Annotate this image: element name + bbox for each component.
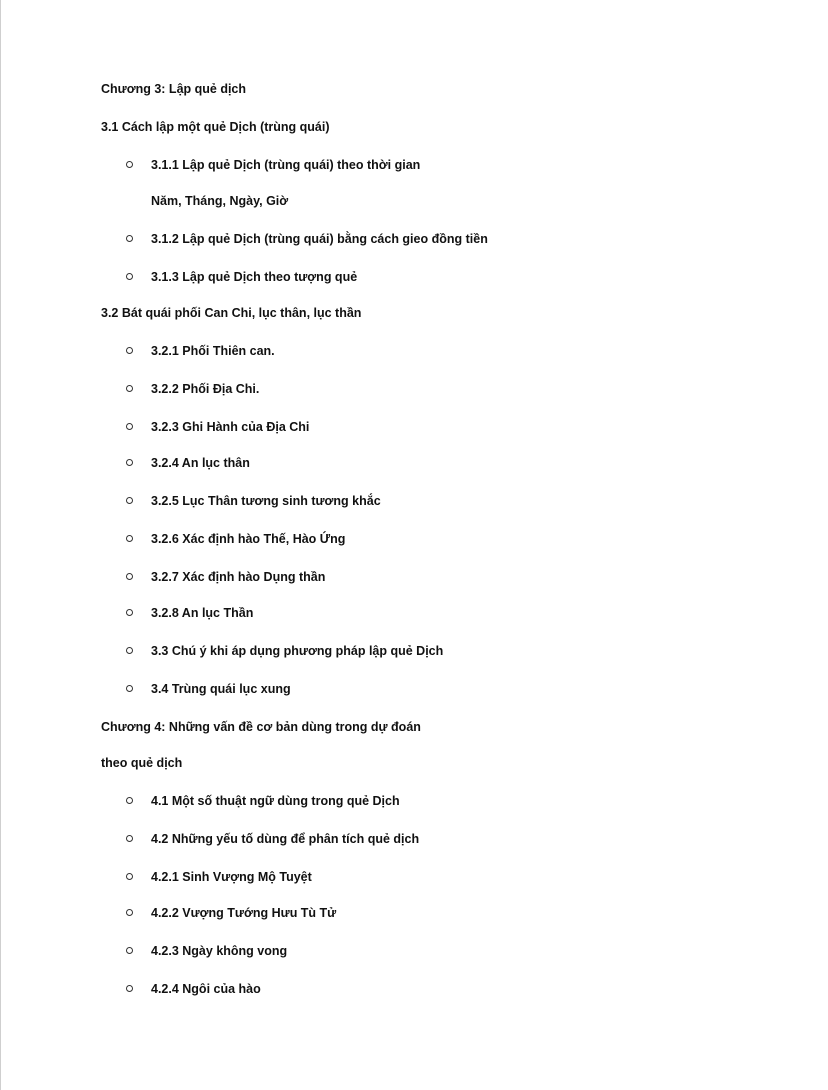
list-item-3-1-1-continuation: Năm, Tháng, Ngày, Giờ (151, 194, 289, 208)
bullet-icon (126, 835, 133, 842)
section-3-2-heading: 3.2 Bát quái phối Can Chi, lục thân, lục thần (101, 306, 362, 320)
bullet-icon (126, 385, 133, 392)
bullet-icon (126, 909, 133, 916)
list-item-3-2-4: 3.2.4 An lục thân (151, 456, 250, 470)
list-item-3-2-7: 3.2.7 Xác định hào Dụng thần (151, 570, 326, 584)
list-item-4-2-1: 4.2.1 Sinh Vượng Mộ Tuyệt (151, 870, 312, 884)
list-item-3-1-2: 3.1.2 Lập quẻ Dịch (trùng quái) bằng cách gieo đồng tiền (151, 232, 488, 246)
bullet-icon (126, 423, 133, 430)
list-item-3-2-3: 3.2.3 Ghi Hành của Địa Chi (151, 420, 310, 434)
page-left-border (0, 0, 1, 1090)
bullet-icon (126, 161, 133, 168)
chapter-4-heading-continuation: theo quẻ dịch (101, 756, 183, 770)
list-item-3-2-1: 3.2.1 Phối Thiên can. (151, 344, 275, 358)
list-item-3-4: 3.4 Trùng quái lục xung (151, 682, 291, 696)
list-item-3-1-1: 3.1.1 Lập quẻ Dịch (trùng quái) theo thời gian (151, 158, 421, 172)
bullet-icon (126, 497, 133, 504)
chapter-3-heading: Chương 3: Lập quẻ dịch (101, 82, 247, 96)
list-item-4-1: 4.1 Một số thuật ngữ dùng trong quẻ Dịch (151, 794, 400, 808)
bullet-icon (126, 459, 133, 466)
bullet-icon (126, 347, 133, 354)
bullet-icon (126, 535, 133, 542)
list-item-3-3: 3.3 Chú ý khi áp dụng phương pháp lập quẻ Dịch (151, 644, 444, 658)
bullet-icon (126, 609, 133, 616)
list-item-4-2-4: 4.2.4 Ngôi của hào (151, 982, 261, 996)
list-item-4-2: 4.2 Những yếu tố dùng để phân tích quẻ dịch (151, 832, 420, 846)
bullet-icon (126, 685, 133, 692)
list-item-4-2-2: 4.2.2 Vượng Tướng Hưu Tù Tử (151, 906, 337, 920)
bullet-icon (126, 647, 133, 654)
list-item-4-2-3: 4.2.3 Ngày không vong (151, 944, 288, 958)
bullet-icon (126, 873, 133, 880)
list-item-3-2-6: 3.2.6 Xác định hào Thế, Hào Ứng (151, 532, 346, 546)
bullet-icon (126, 235, 133, 242)
bullet-icon (126, 797, 133, 804)
list-item-3-2-2: 3.2.2 Phối Địa Chi. (151, 382, 260, 396)
chapter-4-heading: Chương 4: Những vấn đề cơ bản dùng trong dự đoán (101, 720, 421, 734)
section-3-1-heading: 3.1 Cách lập một quẻ Dịch (trùng quái) (101, 120, 330, 134)
bullet-icon (126, 273, 133, 280)
bullet-icon (126, 573, 133, 580)
list-item-3-1-3: 3.1.3 Lập quẻ Dịch theo tượng quẻ (151, 270, 358, 284)
bullet-icon (126, 985, 133, 992)
list-item-3-2-5: 3.2.5 Lục Thân tương sinh tương khắc (151, 494, 381, 508)
list-item-3-2-8: 3.2.8 An lục Thần (151, 606, 254, 620)
bullet-icon (126, 947, 133, 954)
